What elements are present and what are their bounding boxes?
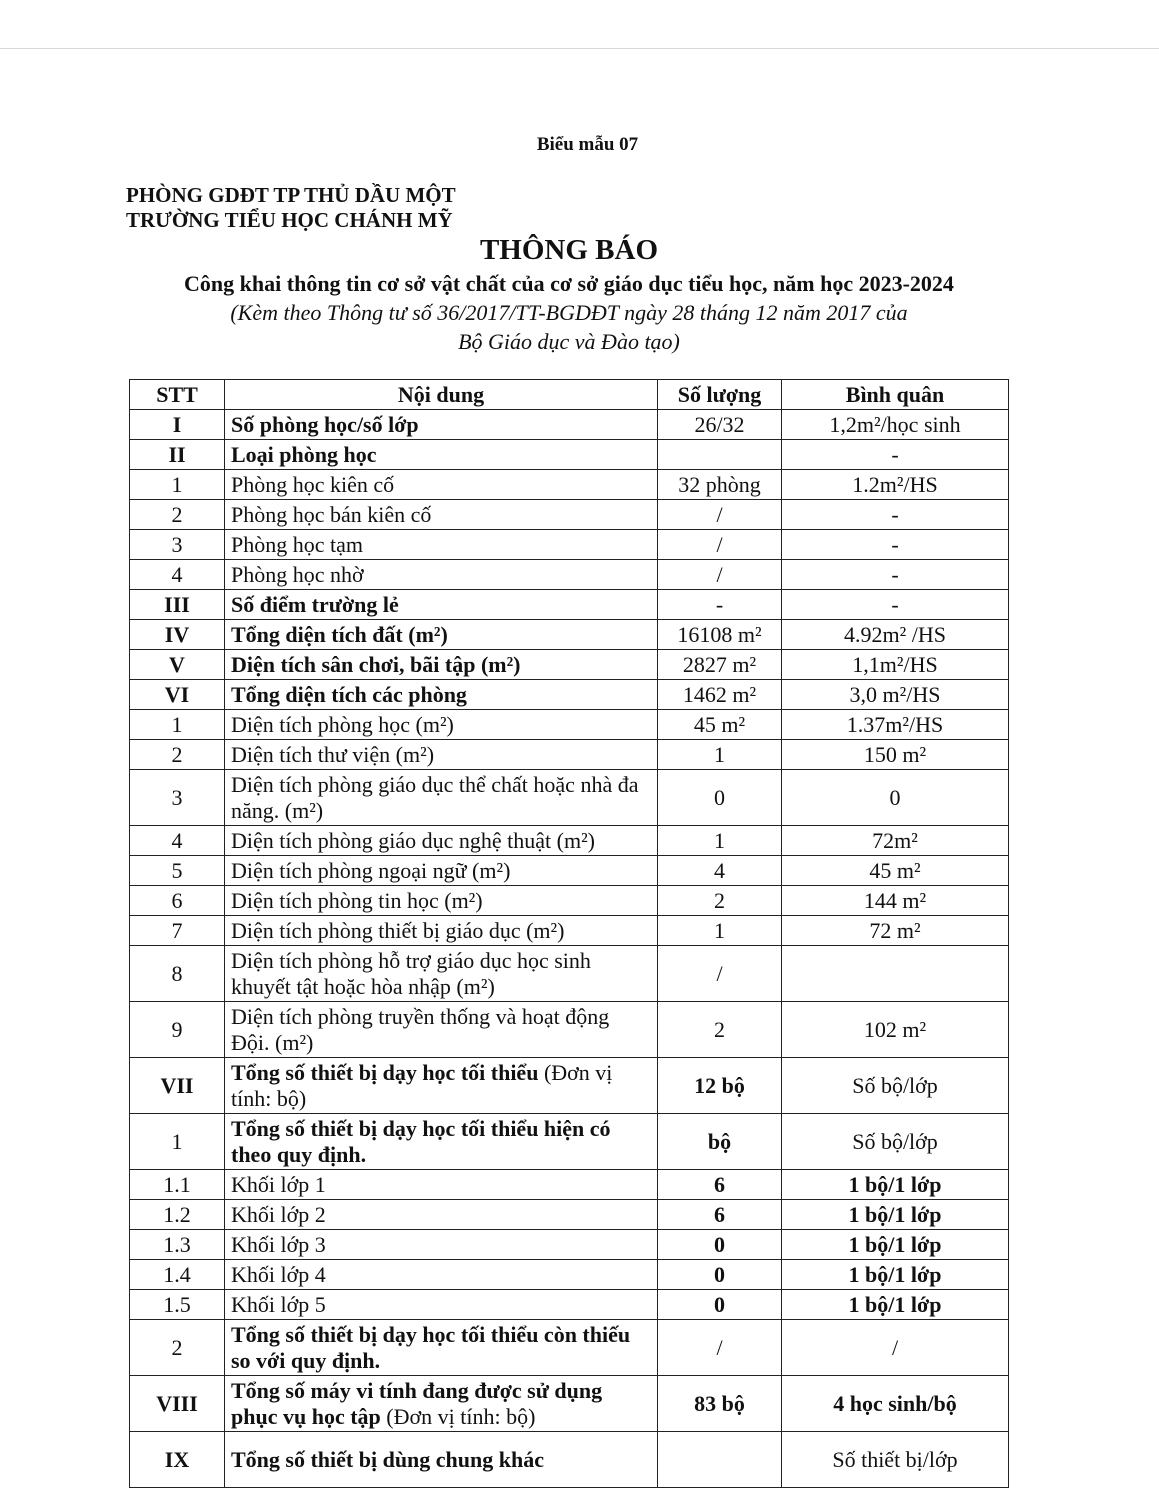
table-row [130, 620, 1009, 650]
cell-quantity: 6 [658, 1200, 782, 1230]
cell-quantity: 12 bộ [658, 1058, 782, 1114]
cell-stt: 1 [130, 1114, 225, 1170]
cell-average: 1.2m²/HS [782, 470, 1009, 500]
cell-average: 1 bộ/1 lớp [782, 1290, 1009, 1320]
cell-average: / [782, 1320, 1009, 1376]
cell-content [225, 440, 658, 470]
cell-content [225, 1230, 658, 1260]
cell-average: 1 bộ/1 lớp [782, 1230, 1009, 1260]
cell-content-text: Tổng diện tích đất (m²) [231, 621, 448, 647]
table-row [130, 1170, 1009, 1200]
cell-stt: 1 [130, 470, 225, 500]
cell-quantity [658, 1432, 782, 1488]
cell-content [225, 1114, 658, 1170]
header-quantity: Số lượng [658, 380, 782, 410]
table-row [130, 1002, 1009, 1058]
header-stt: STT [130, 380, 225, 410]
cell-content [225, 946, 658, 1002]
cell-average: - [782, 590, 1009, 620]
cell-quantity: 83 bộ [658, 1376, 782, 1432]
cell-average: 4.92m² /HS [782, 620, 1009, 650]
cell-stt: 9 [130, 1002, 225, 1058]
cell-content [225, 410, 658, 440]
cell-content-text: Diện tích phòng truyền thống và hoạt động Đội. (m²) [231, 1003, 610, 1055]
cell-stt: IV [130, 620, 225, 650]
cell-content-text: Diện tích sân chơi, bãi tập (m²) [231, 651, 521, 677]
cell-quantity: 16108 m² [658, 620, 782, 650]
cell-stt: 7 [130, 916, 225, 946]
cell-content [225, 590, 658, 620]
cell-content [225, 770, 658, 826]
cell-average: 1,2m²/học sinh [782, 410, 1009, 440]
facilities-table [129, 379, 1009, 1488]
cell-content [225, 886, 658, 916]
cell-content-text: Phòng học kiên cố [231, 471, 395, 497]
cell-quantity: 0 [658, 770, 782, 826]
cell-stt: 1 [130, 710, 225, 740]
cell-stt: 5 [130, 856, 225, 886]
cell-content [225, 740, 658, 770]
agency-header [126, 183, 456, 233]
cell-content [225, 620, 658, 650]
cell-average: 0 [782, 770, 1009, 826]
cell-content-text: Tổng số máy vi tính đang được sử dụng phục vụ học tập [231, 1377, 603, 1429]
table-row [130, 410, 1009, 440]
table-row [130, 1114, 1009, 1170]
table-body [130, 410, 1009, 1488]
cell-average: 144 m² [782, 886, 1009, 916]
cell-quantity: 0 [658, 1290, 782, 1320]
cell-quantity: 32 phòng [658, 470, 782, 500]
cell-quantity: 45 m² [658, 710, 782, 740]
agency-line-1: PHÒNG GDĐT TP THỦ DẦU MỘT [126, 183, 456, 207]
cell-stt: 2 [130, 740, 225, 770]
cell-quantity: / [658, 530, 782, 560]
cell-average: Số thiết bị/lớp [782, 1432, 1009, 1488]
cell-content [225, 470, 658, 500]
cell-content-text: Diện tích phòng tin học (m²) [231, 887, 483, 913]
cell-content [225, 1290, 658, 1320]
cell-content [225, 560, 658, 590]
table-row [130, 916, 1009, 946]
cell-content-text: Diện tích phòng học (m²) [231, 711, 454, 737]
table-header-row [130, 380, 1009, 410]
cell-stt: 2 [130, 500, 225, 530]
cell-content [225, 710, 658, 740]
cell-content-text: Loại phòng học [231, 441, 377, 467]
cell-content [225, 680, 658, 710]
cell-content [225, 1320, 658, 1376]
table-row [130, 590, 1009, 620]
cell-stt: VII [130, 1058, 225, 1114]
note-line-1: (Kèm theo Thông tư số 36/2017/TT-BGDĐT ngày 28 tháng 12 năm 2017 của [230, 300, 908, 325]
table-row [130, 680, 1009, 710]
cell-average: 1 bộ/1 lớp [782, 1170, 1009, 1200]
cell-content-text: Khối lớp 1 [231, 1171, 326, 1197]
cell-content-text: Tổng số thiết bị dạy học tối thiểu còn thiếu so với quy định. [231, 1321, 631, 1373]
cell-average: 45 m² [782, 856, 1009, 886]
table-row [130, 530, 1009, 560]
agency-line-2: TRƯỜNG TIỂU HỌC CHÁNH MỸ [126, 208, 453, 232]
cell-average: 102 m² [782, 1002, 1009, 1058]
table-row [130, 1320, 1009, 1376]
cell-stt: 1.2 [130, 1200, 225, 1230]
cell-stt: IX [130, 1432, 225, 1488]
cell-content-text: Diện tích phòng thiết bị giáo dục (m²) [231, 917, 565, 943]
cell-content [225, 1170, 658, 1200]
cell-stt: 1.5 [130, 1290, 225, 1320]
cell-quantity: 1 [658, 916, 782, 946]
cell-stt: 2 [130, 1320, 225, 1376]
document-subtitle: Công khai thông tin cơ sở vật chất của cơ sở giáo dục tiểu học, năm học 2023-2024 [184, 271, 954, 296]
cell-stt: 4 [130, 826, 225, 856]
cell-quantity: / [658, 500, 782, 530]
cell-average: Số bộ/lớp [782, 1058, 1009, 1114]
cell-average: - [782, 500, 1009, 530]
cell-quantity: 1 [658, 826, 782, 856]
cell-content [225, 826, 658, 856]
note-line-2: Bộ Giáo dục và Đào tạo) [458, 329, 680, 354]
cell-stt: III [130, 590, 225, 620]
cell-quantity: - [658, 590, 782, 620]
table-row [130, 1290, 1009, 1320]
cell-content-text: Khối lớp 3 [231, 1231, 326, 1257]
cell-content-text: Tổng số thiết bị dùng chung khác [231, 1446, 544, 1472]
cell-average: 150 m² [782, 740, 1009, 770]
cell-stt: II [130, 440, 225, 470]
cell-content [225, 1260, 658, 1290]
cell-content-text: Số phòng học/số lớp [231, 411, 419, 437]
cell-stt: 8 [130, 946, 225, 1002]
cell-average: 4 học sinh/bộ [782, 1376, 1009, 1432]
cell-content-text: Tổng diện tích các phòng [231, 681, 467, 707]
cell-quantity: 2 [658, 886, 782, 916]
document-note [0, 298, 1138, 356]
form-code: Biểu mẫu 07 [536, 134, 639, 155]
cell-quantity: 0 [658, 1260, 782, 1290]
cell-stt: I [130, 410, 225, 440]
cell-stt: 3 [130, 770, 225, 826]
cell-content [225, 916, 658, 946]
cell-content [225, 650, 658, 680]
cell-quantity: 1462 m² [658, 680, 782, 710]
cell-content-text: Phòng học bán kiên cố [231, 501, 432, 527]
scan-edge-line [0, 48, 1159, 49]
cell-average: - [782, 530, 1009, 560]
header-average: Bình quân [782, 380, 1009, 410]
cell-average [782, 946, 1009, 1002]
cell-quantity: bộ [658, 1114, 782, 1170]
cell-average: 1 bộ/1 lớp [782, 1200, 1009, 1230]
cell-stt: 3 [130, 530, 225, 560]
cell-content-text: Phòng học tạm [231, 531, 363, 557]
cell-quantity: 4 [658, 856, 782, 886]
table-row [130, 770, 1009, 826]
cell-content-text: Khối lớp 5 [231, 1291, 326, 1317]
cell-quantity: 2827 m² [658, 650, 782, 680]
cell-content-text: Tổng số thiết bị dạy học tối thiểu hiện có theo quy định. [231, 1115, 611, 1167]
table-row [130, 1230, 1009, 1260]
table-row [130, 440, 1009, 470]
cell-content [225, 1432, 658, 1488]
cell-content [225, 500, 658, 530]
cell-content [225, 530, 658, 560]
cell-average: 1.37m²/HS [782, 710, 1009, 740]
table-row [130, 826, 1009, 856]
cell-quantity: 2 [658, 1002, 782, 1058]
table-row [130, 740, 1009, 770]
table-row [130, 1432, 1009, 1488]
cell-content-text: Khối lớp 2 [231, 1201, 326, 1227]
table-row [130, 1376, 1009, 1432]
table-row [130, 1058, 1009, 1114]
cell-content-text: Diện tích phòng giáo dục thể chất hoặc nhà đa năng. (m²) [231, 771, 639, 823]
table-row [130, 886, 1009, 916]
cell-content-text: Khối lớp 4 [231, 1261, 326, 1287]
cell-average: 3,0 m²/HS [782, 680, 1009, 710]
cell-stt: 1.1 [130, 1170, 225, 1200]
cell-content-text: Diện tích phòng ngoại ngữ (m²) [231, 857, 511, 883]
cell-content-text: Tổng số thiết bị dạy học tối thiểu [231, 1059, 539, 1085]
table-row [130, 1200, 1009, 1230]
cell-content-text: Diện tích phòng giáo dục nghệ thuật (m²) [231, 827, 596, 853]
cell-average: 1 bộ/1 lớp [782, 1260, 1009, 1290]
cell-content [225, 1002, 658, 1058]
cell-quantity [658, 440, 782, 470]
cell-quantity: 26/32 [658, 410, 782, 440]
cell-average: - [782, 440, 1009, 470]
table-row [130, 946, 1009, 1002]
table-row [130, 470, 1009, 500]
cell-stt: 1.4 [130, 1260, 225, 1290]
cell-quantity: / [658, 1320, 782, 1376]
cell-stt: VIII [130, 1376, 225, 1432]
cell-content-text: Số điểm trường lẻ [231, 591, 399, 617]
table-row [130, 560, 1009, 590]
cell-stt: 6 [130, 886, 225, 916]
cell-content-text: Phòng học nhờ [231, 561, 364, 587]
cell-content [225, 856, 658, 886]
cell-quantity: / [658, 560, 782, 590]
cell-average: 72m² [782, 826, 1009, 856]
cell-content-unit: (Đơn vị tính: bộ) [386, 1403, 536, 1429]
cell-average: 1,1m²/HS [782, 650, 1009, 680]
table-row [130, 856, 1009, 886]
cell-content-text: Diện tích phòng hỗ trợ giáo dục học sinh khuyết tật hoặc hòa nhập (m²) [231, 947, 591, 999]
cell-stt: 1.3 [130, 1230, 225, 1260]
cell-quantity: 1 [658, 740, 782, 770]
cell-content-text: Diện tích thư viện (m²) [231, 741, 435, 767]
header-content: Nội dung [225, 380, 658, 410]
cell-average: 72 m² [782, 916, 1009, 946]
cell-stt: VI [130, 680, 225, 710]
cell-content [225, 1058, 658, 1114]
cell-content-unit: (Đơn vị tính: bộ) [231, 1059, 613, 1111]
document-title: THÔNG BÁO [479, 234, 659, 266]
cell-content [225, 1376, 658, 1432]
table-row [130, 710, 1009, 740]
table-row [130, 650, 1009, 680]
cell-quantity: 6 [658, 1170, 782, 1200]
cell-stt: V [130, 650, 225, 680]
cell-average: - [782, 560, 1009, 590]
table-row [130, 500, 1009, 530]
cell-average: Số bộ/lớp [782, 1114, 1009, 1170]
cell-stt: 4 [130, 560, 225, 590]
cell-quantity: 0 [658, 1230, 782, 1260]
cell-quantity: / [658, 946, 782, 1002]
cell-content [225, 1200, 658, 1230]
table-row [130, 1260, 1009, 1290]
